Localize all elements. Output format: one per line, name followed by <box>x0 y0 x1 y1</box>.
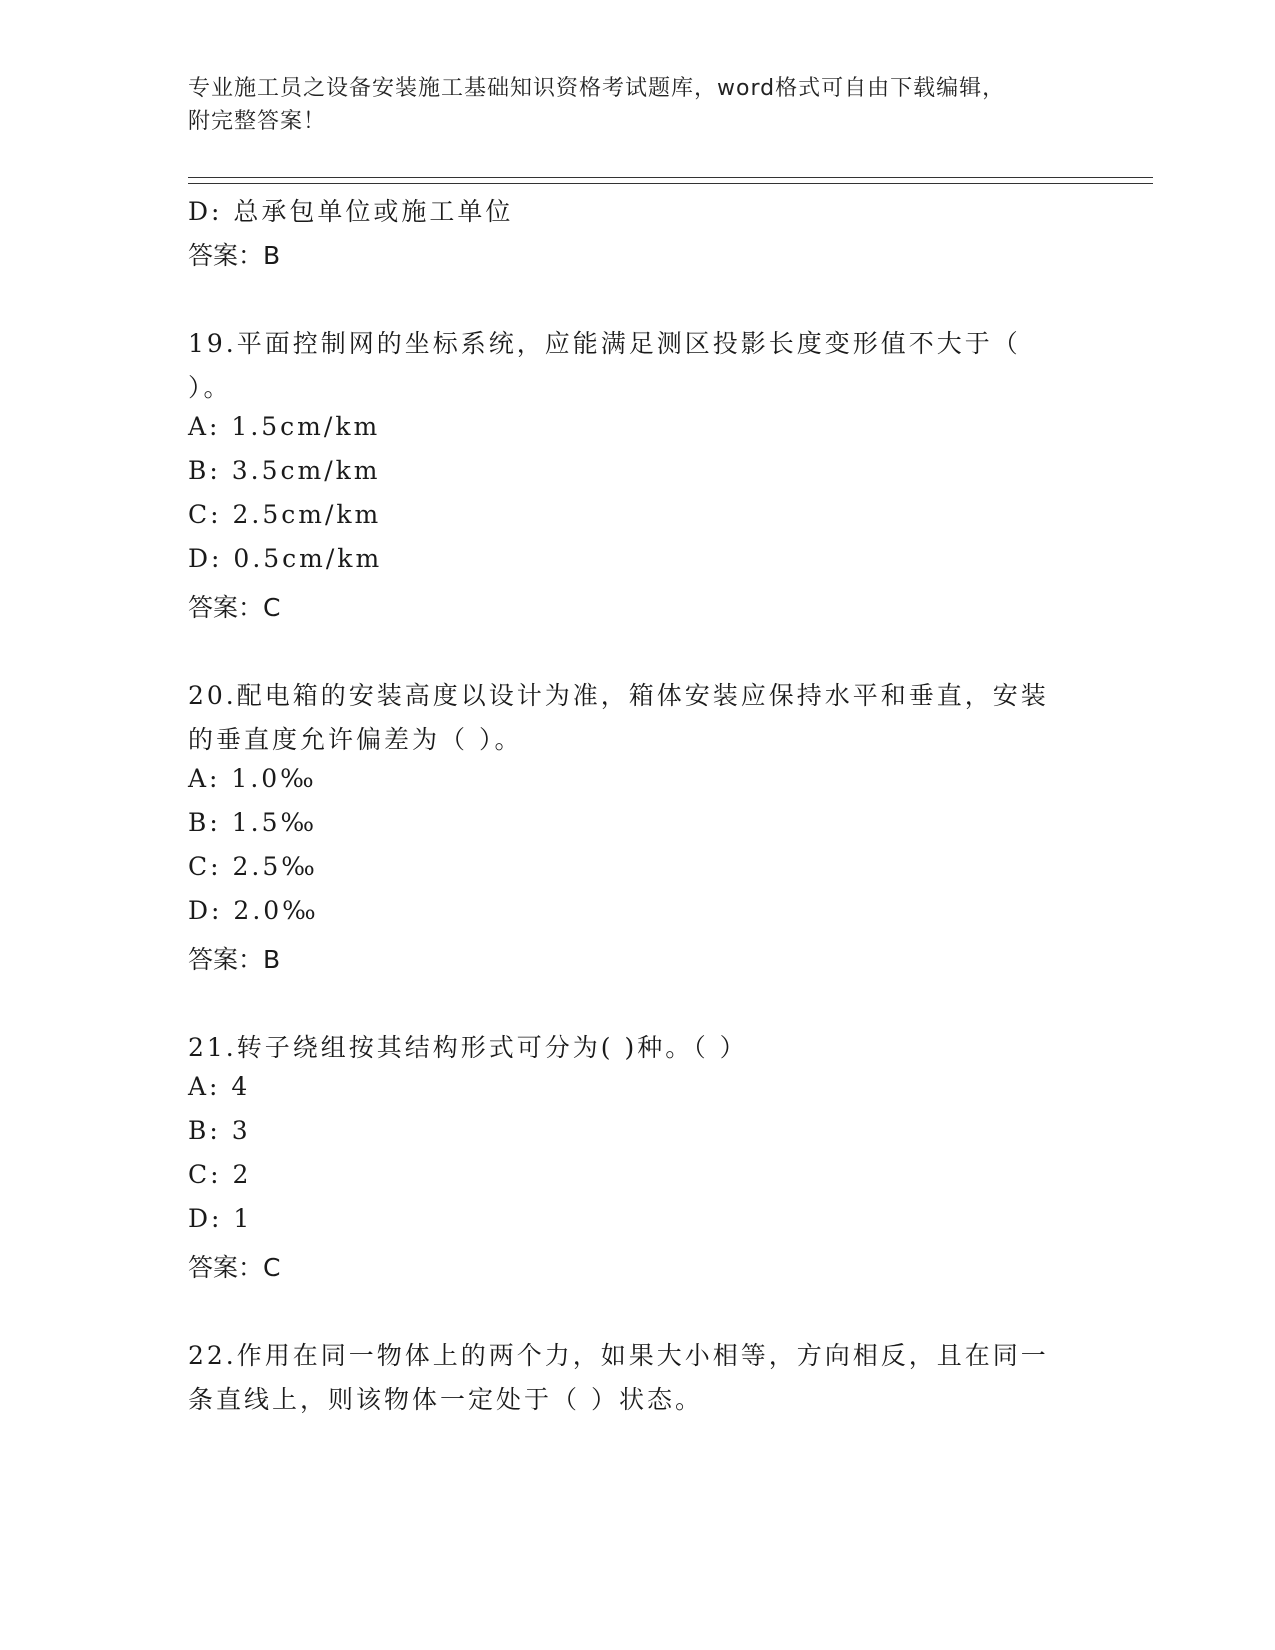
document-header <box>188 72 1088 138</box>
q21-option-a: A: 4 <box>188 1072 251 1101</box>
q21-option-d: D: 1 <box>188 1204 253 1233</box>
q18-option-d: D: 总承包单位或施工单位 <box>188 197 514 226</box>
q19-option-c: C: 2.5cm/km <box>188 500 382 529</box>
header-divider-top <box>188 177 1153 178</box>
q19-stem-line-2: ）。 <box>188 373 232 402</box>
q20-answer: 答案：B <box>188 945 281 974</box>
q19-answer: 答案：C <box>188 593 281 622</box>
header-line-2: 附完整答案！ <box>188 109 327 134</box>
q19-stem-line-1: 19.平面控制网的坐标系统，应能满足测区投影长度变形值不大于（ <box>188 329 1021 358</box>
header-divider-bottom <box>188 183 1153 184</box>
q21-option-b: B: 3 <box>188 1116 251 1145</box>
header-line-1: 专业施工员之设备安装施工基础知识资格考试题库，word格式可自由下载编辑， <box>188 76 1006 101</box>
q21-answer: 答案：C <box>188 1253 281 1282</box>
q21-stem-line-1: 21.转子绕组按其结构形式可分为( )种。（ ） <box>188 1033 748 1062</box>
q19-option-d: D: 0.5cm/km <box>188 544 383 573</box>
q20-option-b: B: 1.5‰ <box>188 808 318 837</box>
q22-stem-line-1: 22.作用在同一物体上的两个力，如果大小相等，方向相反，且在同一 <box>188 1341 1049 1370</box>
q20-stem-line-1: 20.配电箱的安装高度以设计为准，箱体安装应保持水平和垂直，安装 <box>188 681 1049 710</box>
q22-stem-line-2: 条直线上，则该物体一定处于（ ）状态。 <box>188 1385 703 1414</box>
q20-option-d: D: 2.0‰ <box>188 896 319 925</box>
q19-option-b: B: 3.5cm/km <box>188 456 381 485</box>
q20-option-a: A: 1.0‰ <box>188 764 317 793</box>
q20-stem-line-2: 的垂直度允许偏差为（ ）。 <box>188 725 523 754</box>
q18-answer: 答案：B <box>188 241 281 270</box>
q19-option-a: A: 1.5cm/km <box>188 412 381 441</box>
q21-option-c: C: 2 <box>188 1160 252 1189</box>
q20-option-c: C: 2.5‰ <box>188 852 318 881</box>
